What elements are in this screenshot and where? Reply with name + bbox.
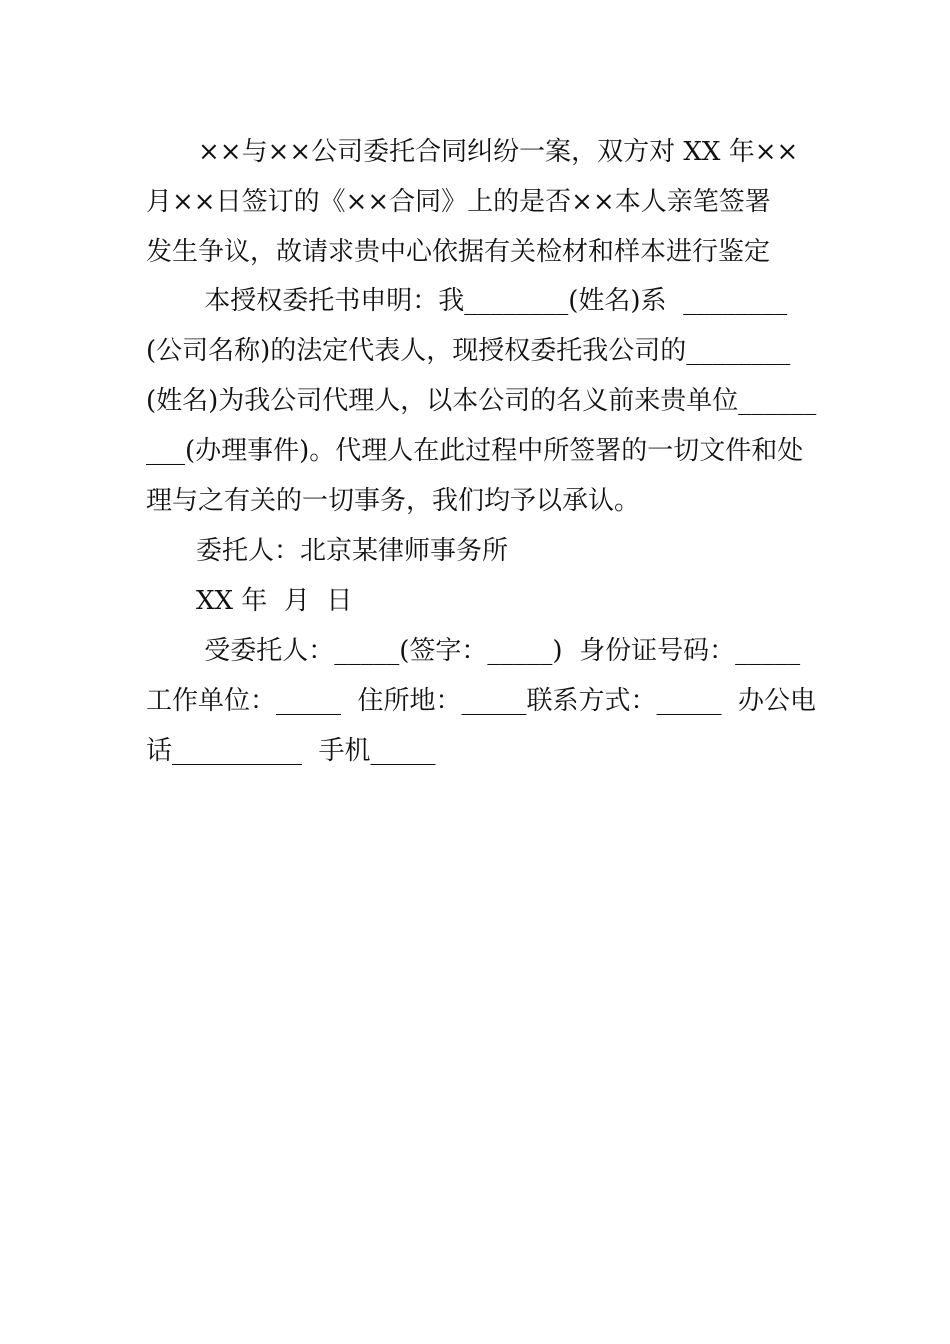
authorization-statement-line-4: ___(办理事件)。代理人在此过程中所签署的一切文件和处 (146, 436, 804, 466)
case-description-line-1: ××与××公司委托合同纠纷一案，双方对 XX 年×× (198, 137, 799, 167)
agent-info-line-2: 工作单位：_____ 住所地：_____联系方式：_____ 办公电 (146, 686, 817, 716)
authorization-statement-line-2: (公司名称)的法定代表人，现授权委托我公司的________ (146, 336, 791, 366)
principal-line: 委托人：北京某律师事务所 (196, 536, 509, 566)
agent-info-line-3: 话__________ 手机_____ (146, 736, 436, 766)
case-description-line-3: 发生争议，故请求贵中心依据有关检材和样本进行鉴定 (146, 237, 771, 267)
date-line: XX 年 月 日 (196, 586, 353, 616)
case-description-line-2: 月××日签订的《××合同》上的是否××本人亲笔签署 (146, 187, 771, 217)
authorization-statement-line-3: (姓名)为我公司代理人，以本公司的名义前来贵单位______ (146, 386, 817, 416)
authorization-statement-line-5: 理与之有关的一切事务，我们均予以承认。 (146, 486, 641, 516)
authorization-statement-line-1: 本授权委托书申明：我________(姓名)系 ________ (196, 286, 788, 316)
agent-info-line-1: 受委托人：_____(签字：_____) 身份证号码：_____ (196, 636, 801, 666)
